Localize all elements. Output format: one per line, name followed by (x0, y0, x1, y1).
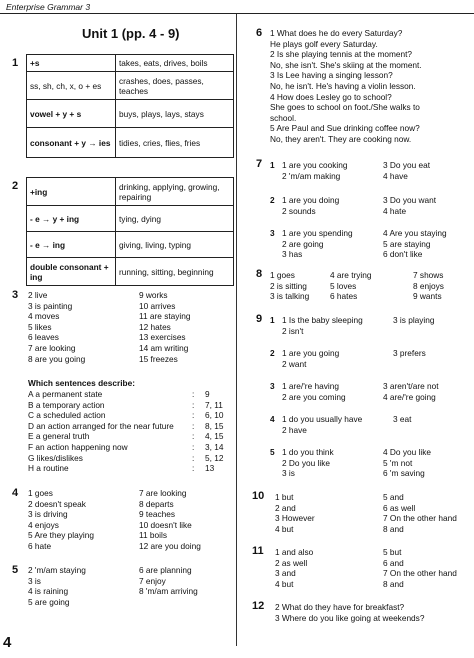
table2-rule: +ing (27, 178, 116, 206)
table1-example: takes, eats, drives, boils (116, 55, 234, 72)
answer-item: 6 hates (330, 291, 358, 302)
category-label: B a temporary action (28, 399, 105, 410)
answer-item: 13 exercises (139, 332, 186, 343)
answer-item: 3 Do you eat (383, 160, 431, 170)
answer-item: 7 shows (413, 270, 444, 280)
exercise-9-part-5-col2 (383, 447, 431, 479)
exercise-10-col2 (383, 492, 457, 534)
answer-item: 2 doesn't speak (28, 498, 86, 509)
exercise-5-number: 5 (12, 564, 19, 576)
exercise-3-col2 (139, 290, 191, 364)
category-answer: 9 (205, 389, 210, 399)
answer-item: 7 are looking (139, 488, 187, 498)
answer-item: 3 is (28, 575, 41, 586)
category-label: A a permanent state (28, 389, 103, 399)
category-label: G likes/dislikes (28, 452, 83, 463)
unit-title: Unit 1 (pp. 4 - 9) (82, 26, 180, 41)
answer-line: 3 Where do you like going at weekends? (275, 612, 425, 623)
answer-item: 3 aren't/are not (383, 381, 439, 391)
exercise-8-col3 (413, 270, 444, 302)
answer-item: 3 is (282, 468, 295, 479)
answer-item: 4 have (383, 170, 408, 181)
exercise-3-categories (28, 389, 174, 474)
answer-item: 11 are staying (139, 311, 191, 322)
answer-item: 3 is driving (28, 509, 68, 520)
exercise-9-part-1-col2 (393, 315, 435, 326)
exercise-2-number: 2 (12, 180, 19, 192)
answer-item: 1 but (275, 492, 294, 502)
answer-item: 1 goes (28, 488, 53, 498)
exercise-7-part-1: 1 (270, 160, 275, 170)
answer-item: 4 Are you staying (383, 228, 447, 238)
category-answer: 13 (205, 463, 215, 474)
category-answer: 8, 15 (205, 420, 224, 431)
answer-item: 2 'm/am staying (28, 565, 86, 575)
exercise-12-number: 12 (252, 600, 265, 612)
exercise-9-part-4: 4 (270, 414, 275, 424)
answer-item: 4 are trying (330, 270, 372, 280)
exercise-3-answers (205, 389, 223, 474)
exercise-3-number: 3 (12, 289, 19, 301)
exercise-8-col1 (270, 270, 309, 302)
table1-rule: vowel + y + s (27, 100, 116, 128)
answer-item: 9 wants (413, 291, 442, 302)
exercise-3-colons: : : : : : : : : (192, 389, 195, 474)
exercise-7-part-1-col1 (282, 160, 348, 181)
exercise-4-number: 4 (12, 487, 19, 499)
exercise-5-col1 (28, 565, 86, 607)
exercise-9-part-4-col1 (282, 414, 362, 435)
answer-line: 2 What do they have for breakfast? (275, 602, 405, 612)
answer-item: 4 is raining (28, 586, 69, 597)
exercise-9-part-5: 5 (270, 447, 275, 457)
answer-item: 4 but (275, 578, 294, 589)
answer-item: 3 prefers (393, 348, 426, 358)
exercise-6-number: 6 (256, 27, 263, 39)
answer-item: 8 departs (139, 498, 174, 509)
answer-item: 1 do you think (282, 447, 334, 457)
exercise-7-part-2-col1 (282, 195, 339, 216)
answer-item: 3 Do you want (383, 195, 437, 205)
exercise-1-number: 1 (12, 57, 19, 69)
spelling-table-1 (26, 54, 234, 158)
answer-item: 9 teaches (139, 509, 175, 520)
exercise-5-col2 (139, 565, 198, 597)
answer-item: 2 are you coming (282, 391, 346, 402)
column-divider (236, 14, 237, 646)
answer-item: 6 are planning (139, 565, 192, 575)
table2-example: giving, living, typing (116, 232, 234, 258)
answer-item: 14 am writing (139, 342, 189, 353)
exercise-9-part-1-col1 (282, 315, 363, 336)
answer-item: 3 is talking (270, 291, 310, 302)
answer-item: 1 are you spending (282, 228, 353, 238)
table1-rule: consonant + y → ies (27, 128, 116, 158)
exercise-7-number: 7 (256, 158, 263, 170)
answer-item: 6 hate (28, 540, 52, 551)
answer-line: No, he isn't. He's having a violin lesson. (270, 80, 416, 91)
answer-item: 7 On the other hand (383, 568, 457, 579)
answer-line: 5 Are Paul and Sue drinking coffee now? (270, 123, 420, 134)
answer-item: 8 and (383, 578, 404, 589)
answer-item: 8 and (383, 523, 404, 534)
answer-item: 3 has (282, 249, 303, 260)
exercise-7-part-3-col2 (383, 228, 447, 260)
answer-item: 5 and (383, 492, 404, 502)
exercise-3-col1 (28, 290, 85, 364)
answer-item: 4 moves (28, 311, 60, 322)
answer-item: 8 are you going (28, 353, 86, 364)
answer-item: 3 and (275, 568, 296, 579)
answer-item: 10 arrives (139, 300, 176, 311)
answer-item: 2 and (275, 502, 296, 513)
answer-item: 4 but (275, 523, 294, 534)
answer-item: 7 On the other hand (383, 513, 457, 524)
answer-item: 6 don't like (383, 249, 423, 260)
category-label: C a scheduled action (28, 410, 106, 421)
category-answer: 3, 14 (205, 441, 224, 452)
table2-example: running, sitting, beginning (116, 258, 234, 286)
answer-item: 2 live (28, 290, 48, 300)
answer-item: 4 are/'re going (383, 391, 436, 402)
answer-line: She goes to school on foot./She walks to (270, 102, 420, 113)
exercise-9-part-5-col1 (282, 447, 334, 479)
table2-example: tying, dying (116, 206, 234, 232)
answer-line: school. (270, 112, 297, 123)
answer-item: 12 hates (139, 321, 171, 332)
answer-line: No, she isn't. She's skiing at the moment. (270, 59, 422, 70)
exercise-9-part-1: 1 (270, 315, 275, 325)
category-answer: 6, 10 (205, 410, 224, 421)
exercise-4-col1 (28, 488, 94, 552)
answer-item: 5 Are they playing (28, 530, 94, 541)
answer-item: 1 do you usually have (282, 414, 363, 424)
answer-item: 1 are you going (282, 348, 340, 358)
answer-item: 6 as well (383, 502, 416, 513)
exercise-7-part-2-col2 (383, 195, 436, 216)
exercise-7-part-3: 3 (270, 228, 275, 238)
table1-rule: ss, sh, ch, x, o + es (27, 72, 116, 100)
category-label: E a general truth (28, 431, 90, 442)
answer-item: 6 and (383, 557, 404, 568)
category-label: F an action happening now (28, 441, 128, 452)
exercise-9-part-3-col2 (383, 381, 439, 402)
header-divider (0, 13, 474, 14)
answer-item: 7 enjoy (139, 575, 166, 586)
answer-item: 8 'm/am arriving (139, 586, 198, 597)
answer-item: 6 leaves (28, 332, 59, 343)
answer-item: 5 'm not (383, 457, 413, 468)
answer-line: No, they aren't. They are cooking now. (270, 133, 412, 144)
answer-item: 4 Do you like (383, 447, 431, 457)
exercise-11-col2 (383, 547, 457, 589)
exercise-9-part-2: 2 (270, 348, 275, 358)
table1-example: crashes, does, passes, teaches (116, 72, 234, 100)
answer-item: 2 is sitting (270, 280, 307, 291)
exercise-10-number: 10 (252, 490, 265, 502)
exercise-12-lines (275, 602, 424, 623)
exercise-9-part-3: 3 (270, 381, 275, 391)
book-title: Enterprise Grammar 3 (6, 2, 91, 12)
answer-line: He plays golf every Saturday. (270, 38, 378, 49)
answer-item: 3 eat (393, 414, 412, 424)
answer-item: 5 loves (330, 280, 357, 291)
answer-item: 2 want (282, 358, 307, 369)
exercise-11-col1 (275, 547, 313, 589)
answer-item: 6 'm saving (383, 468, 425, 479)
answer-item: 11 boils (139, 530, 167, 541)
exercise-4-col2 (139, 488, 201, 552)
answer-item: 1 goes (270, 270, 295, 280)
table1-example: tidies, cries, flies, fries (116, 128, 234, 158)
answer-item: 1 and also (275, 547, 314, 557)
category-answer: 4, 15 (205, 431, 224, 442)
answer-item: 5 likes (28, 321, 52, 332)
answer-item: 10 doesn't like (139, 519, 192, 530)
answer-item: 7 are looking (28, 342, 76, 353)
answer-item: 8 enjoys (413, 280, 444, 291)
category-label: H a routine (28, 463, 69, 474)
answer-item: 5 are staying (383, 238, 431, 249)
answer-item: 1 are you cooking (282, 160, 348, 170)
answer-item: 5 but (383, 547, 402, 557)
answer-item: 1 are you doing (282, 195, 340, 205)
answer-item: 2 are going (282, 238, 324, 249)
exercise-7-part-2: 2 (270, 195, 275, 205)
page-number: 4 (3, 634, 12, 651)
exercise-8-number: 8 (256, 268, 263, 280)
exercise-9-part-4-col2 (393, 414, 411, 425)
answer-item: 9 works (139, 290, 168, 300)
table2-rule: - e → y + ing (27, 206, 116, 232)
category-answer: 7, 11 (205, 399, 223, 410)
answer-line: 2 Is she playing tennis at the moment? (270, 49, 413, 60)
answer-item: 3 is painting (28, 300, 73, 311)
exercise-9-part-3-col1 (282, 381, 346, 402)
answer-item: 2 have (282, 424, 307, 435)
table2-example: drinking, applying, growing, repairing (116, 178, 234, 206)
answer-item: 4 enjoys (28, 519, 59, 530)
answer-line: 1 What does he do every Saturday? (270, 28, 403, 38)
answer-item: 3 However (275, 513, 315, 524)
answer-line: 4 How does Lesley go to school? (270, 91, 392, 102)
answer-item: 2 sounds (282, 205, 316, 216)
exercise-6-lines (270, 28, 422, 145)
category-label: D an action arranged for the near future (28, 420, 174, 431)
table2-rule: - e → ing (27, 232, 116, 258)
answer-item: 1 are/'re having (282, 381, 339, 391)
answer-item: 2 'm/am making (282, 170, 341, 181)
spelling-table-2 (26, 177, 234, 286)
table1-example: buys, plays, lays, stays (116, 100, 234, 128)
exercise-9-part-2-col2 (393, 348, 426, 359)
answer-item: 5 are going (28, 596, 70, 607)
answer-item: 2 as well (275, 557, 308, 568)
exercise-7-part-3-col1 (282, 228, 353, 260)
exercise-9-number: 9 (256, 313, 263, 325)
exercise-7-part-1-col2 (383, 160, 430, 181)
answer-item: 15 freezes (139, 353, 178, 364)
category-answer: 5, 12 (205, 452, 224, 463)
answer-item: 3 is playing (393, 315, 435, 325)
exercise-11-number: 11 (252, 545, 264, 557)
table2-rule: double consonant + ing (27, 258, 116, 286)
answer-item: 2 Do you like (282, 457, 330, 468)
answer-item: 4 hate (383, 205, 407, 216)
answer-item: 12 are you doing (139, 540, 201, 551)
exercise-9-part-2-col1 (282, 348, 339, 369)
answer-item: 2 isn't (282, 325, 304, 336)
exercise-10-col1 (275, 492, 315, 534)
exercise-3-question: Which sentences describe: (28, 378, 135, 388)
answer-item: 1 Is the baby sleeping (282, 315, 363, 325)
exercise-8-col2 (330, 270, 372, 302)
answer-line: 3 Is Lee having a singing lesson? (270, 70, 393, 81)
table1-rule: +s (27, 55, 116, 72)
